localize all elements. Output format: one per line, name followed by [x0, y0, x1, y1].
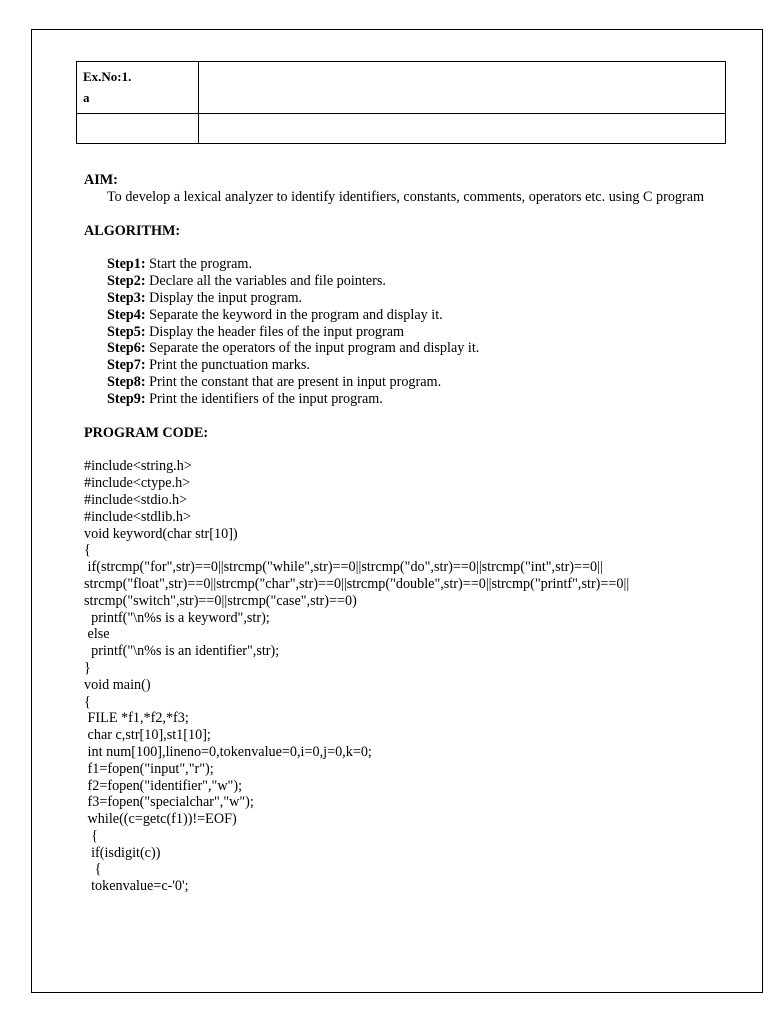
- title-cell: [199, 62, 726, 114]
- aim-text: To develop a lexical analyzer to identify identifiers, constants, comments, operators etc. using C program: [107, 188, 705, 205]
- code-line: #include<stdlib.h>: [84, 508, 192, 525]
- code-line: }: [84, 659, 91, 676]
- code-line: char c,str[10],st1[10];: [84, 727, 211, 744]
- code-line: #include<string.h>: [84, 458, 192, 475]
- aim-heading: AIM:: [84, 172, 118, 188]
- code-line: void main(): [84, 676, 151, 693]
- code-line: f3=fopen("specialchar","w");: [84, 794, 254, 811]
- header-table: [76, 61, 726, 144]
- algorithm-step: Step6: Separate the operators of the input program and display it.: [107, 340, 480, 357]
- code-line: printf("\n%s is an identifier",str);: [84, 643, 280, 660]
- code-line: void keyword(char str[10]): [84, 525, 238, 542]
- code-line: {: [84, 542, 91, 559]
- ex-no-label: Ex.No:1.: [83, 69, 132, 84]
- code-line: printf("\n%s is a keyword",str);: [84, 609, 270, 626]
- code-line: int num[100],lineno=0,tokenvalue=0,i=0,j=0,k=0;: [84, 743, 372, 760]
- code-line: {: [84, 861, 102, 878]
- date-title-cell: [199, 114, 726, 144]
- code-line: #include<stdio.h>: [84, 491, 188, 508]
- code-block: [84, 458, 724, 895]
- code-line: f1=fopen("input","r");: [84, 760, 214, 777]
- code-line: {: [84, 693, 91, 710]
- code-line: FILE *f1,*f2,*f3;: [84, 710, 189, 727]
- algorithm-step: Step9: Print the identifiers of the input program.: [107, 390, 383, 407]
- code-line: #include<ctype.h>: [84, 475, 191, 492]
- code-line: strcmp("float",str)==0||strcmp("char",str)==0||strcmp("double",str)==0||strcmp("printf",str)==0||: [84, 575, 630, 592]
- code-line: if(isdigit(c)): [84, 844, 161, 861]
- date-cell: [77, 114, 199, 144]
- code-line: f2=fopen("identifier","w");: [84, 777, 243, 794]
- code-line: tokenvalue=c-'0';: [84, 878, 189, 895]
- code-line: while((c=getc(f1))!=EOF): [84, 811, 237, 828]
- algorithm-step: Step8: Print the constant that are present in input program.: [107, 373, 442, 390]
- code-line: else: [84, 626, 110, 643]
- algorithm-step: Step7: Print the punctuation marks.: [107, 357, 310, 374]
- code-line: strcmp("switch",str)==0||strcmp("case",str)==0): [84, 592, 357, 609]
- algorithm-heading: ALGORITHM:: [84, 222, 181, 239]
- program-code-heading: PROGRAM CODE:: [84, 424, 209, 441]
- algorithm-step: Step3: Display the input program.: [107, 289, 303, 306]
- algorithm-step: Step4: Separate the keyword in the program and display it.: [107, 306, 443, 323]
- algorithm-step: Step5: Display the header files of the input program: [107, 323, 405, 340]
- code-line: {: [84, 827, 98, 844]
- algorithm-step: Step1: Start the program.: [107, 256, 253, 273]
- algorithm-steps: [84, 256, 724, 407]
- document-body: [84, 172, 724, 895]
- code-line: if(strcmp("for",str)==0||strcmp("while",str)==0||strcmp("do",str)==0||strcmp("int",str)==0||: [84, 559, 603, 576]
- ex-no-sub: a: [83, 90, 90, 105]
- ex-no-cell: [77, 62, 199, 114]
- algorithm-step: Step2: Declare all the variables and file pointers.: [107, 273, 386, 290]
